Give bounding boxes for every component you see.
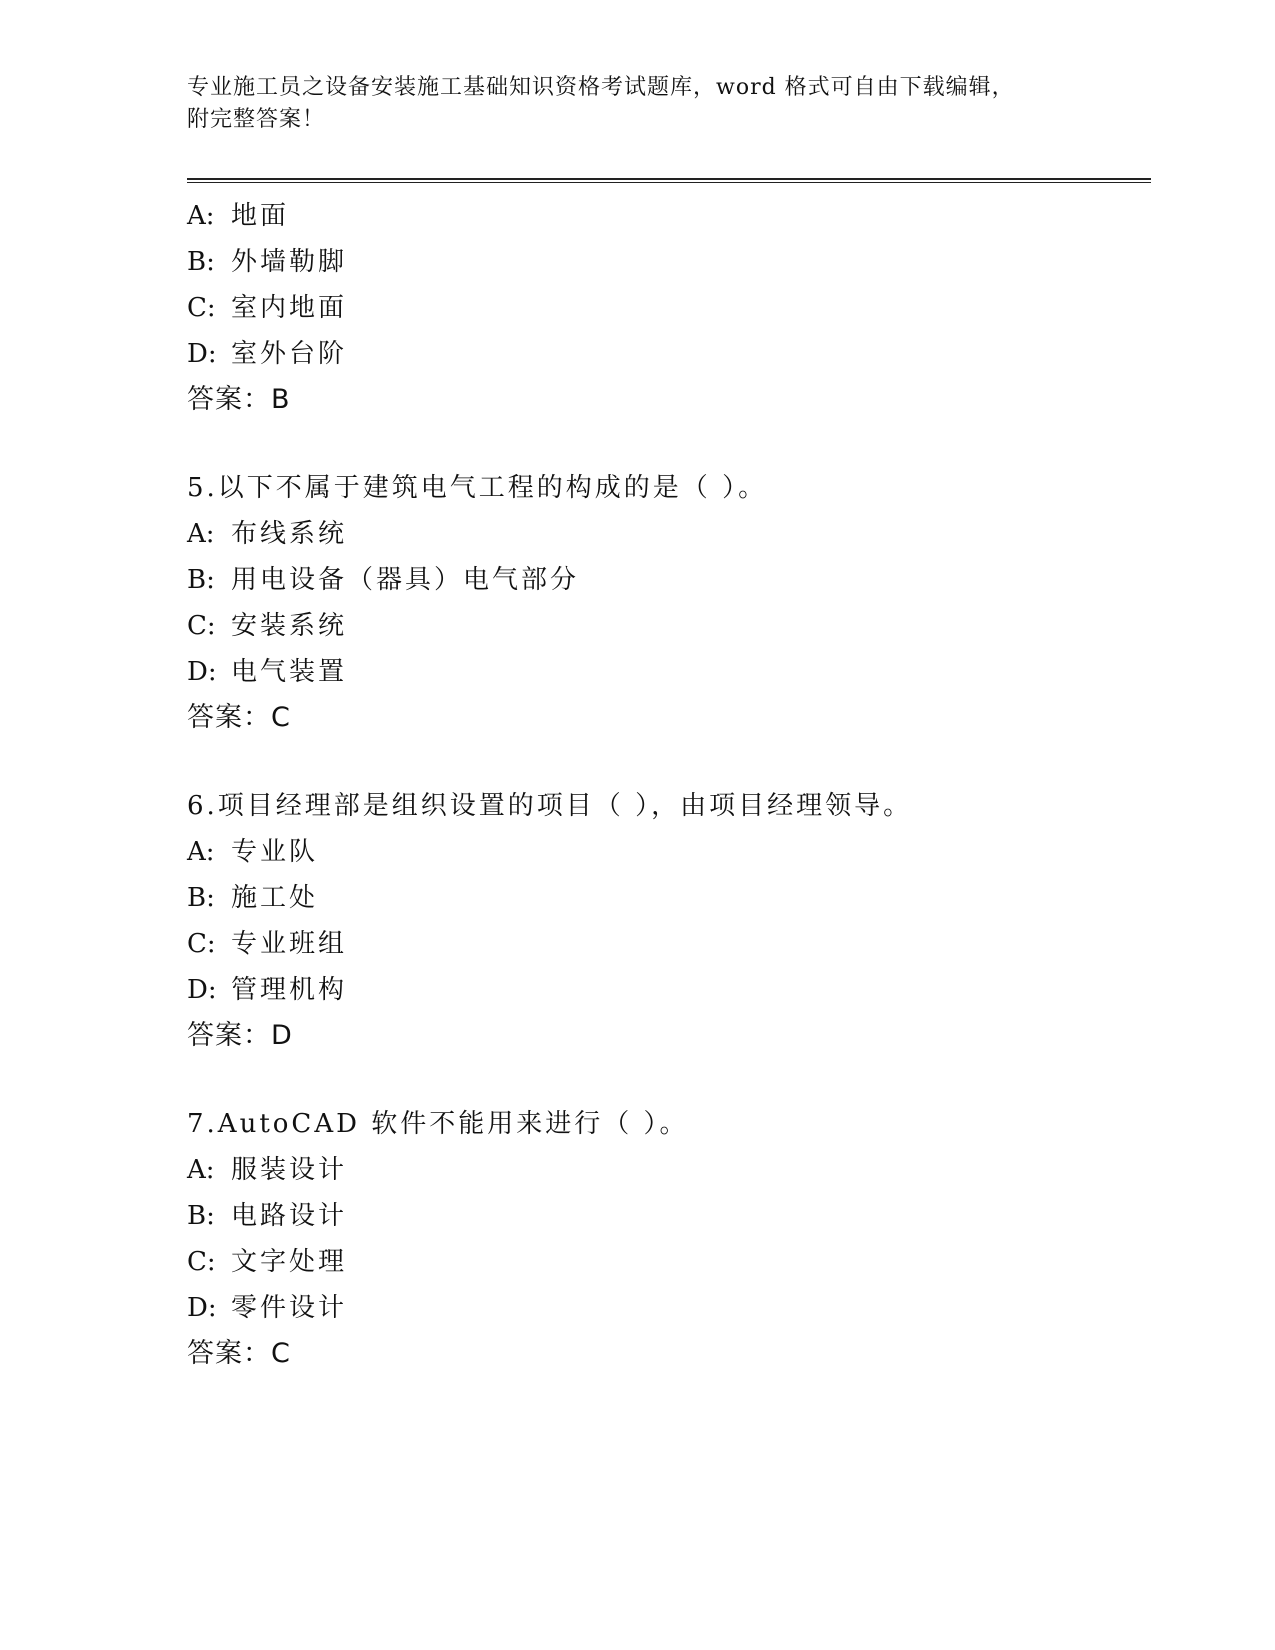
- option-d: [187, 967, 1137, 1013]
- option-text: 室内地面: [231, 293, 348, 323]
- question-7: [187, 1101, 1137, 1377]
- option-text: 施工处: [231, 883, 319, 913]
- option-d: [187, 649, 1137, 695]
- option-text: 零件设计: [231, 1293, 348, 1323]
- spacer: [187, 741, 1137, 783]
- header-line-2: 附完整答案！: [187, 107, 326, 132]
- question-6: [187, 783, 1137, 1059]
- option-text: 布线系统: [231, 519, 348, 549]
- option-letter: A:: [187, 519, 215, 549]
- page-header: [187, 72, 1067, 136]
- answer-line: 答案：C: [187, 1338, 291, 1369]
- option-c: [187, 285, 1137, 331]
- header-line-1: 专业施工员之设备安装施工基础知识资格考试题库，word 格式可自由下载编辑，: [187, 75, 1015, 100]
- option-text: 文字处理: [231, 1247, 348, 1277]
- option-letter: D:: [187, 657, 217, 687]
- option-letter: A:: [187, 837, 215, 867]
- option-a: [187, 829, 1137, 875]
- option-text: 专业队: [231, 837, 319, 867]
- option-letter: C:: [187, 1247, 216, 1277]
- header-rule-thin: [187, 182, 1151, 183]
- option-c: [187, 1239, 1137, 1285]
- option-text: 服装设计: [231, 1155, 348, 1185]
- option-letter: C:: [187, 929, 216, 959]
- option-text: 外墙勒脚: [231, 247, 348, 277]
- option-b: [187, 557, 1137, 603]
- option-b: [187, 1193, 1137, 1239]
- header-rule-thick: [187, 178, 1151, 180]
- option-a: [187, 511, 1137, 557]
- answer-line: 答案：D: [187, 1020, 293, 1051]
- option-text: 地面: [231, 201, 290, 231]
- question-5: [187, 465, 1137, 741]
- spacer: [187, 1059, 1137, 1101]
- option-d: [187, 331, 1137, 377]
- option-c: [187, 603, 1137, 649]
- option-letter: B:: [187, 1201, 215, 1231]
- option-text: 专业班组: [231, 929, 348, 959]
- answer-line: 答案：B: [187, 384, 291, 415]
- option-a: [187, 1147, 1137, 1193]
- option-letter: C:: [187, 611, 216, 641]
- question-title: 6.项目经理部是组织设置的项目（ ），由项目经理领导。: [187, 791, 913, 821]
- option-letter: D:: [187, 975, 217, 1005]
- option-letter: A:: [187, 201, 215, 231]
- option-text: 用电设备（器具）电气部分: [231, 565, 580, 595]
- option-b: [187, 239, 1137, 285]
- option-c: [187, 921, 1137, 967]
- option-letter: D:: [187, 1293, 217, 1323]
- option-letter: D:: [187, 339, 217, 369]
- option-text: 室外台阶: [231, 339, 348, 369]
- answer-line: 答案：C: [187, 702, 291, 733]
- option-d: [187, 1285, 1137, 1331]
- question-4-continued: [187, 193, 1137, 423]
- option-text: 安装系统: [231, 611, 348, 641]
- spacer: [187, 423, 1137, 465]
- option-text: 电气装置: [231, 657, 348, 687]
- option-letter: B:: [187, 565, 215, 595]
- option-letter: B:: [187, 247, 215, 277]
- question-title: 5.以下不属于建筑电气工程的构成的是（ ）。: [187, 473, 768, 503]
- option-letter: C:: [187, 293, 216, 323]
- option-a: [187, 193, 1137, 239]
- option-text: 管理机构: [231, 975, 348, 1005]
- option-letter: B:: [187, 883, 215, 913]
- question-list: [187, 193, 1137, 1377]
- option-b: [187, 875, 1137, 921]
- option-text: 电路设计: [231, 1201, 348, 1231]
- question-title: 7.AutoCAD 软件不能用来进行（ ）。: [187, 1109, 689, 1139]
- option-letter: A:: [187, 1155, 215, 1185]
